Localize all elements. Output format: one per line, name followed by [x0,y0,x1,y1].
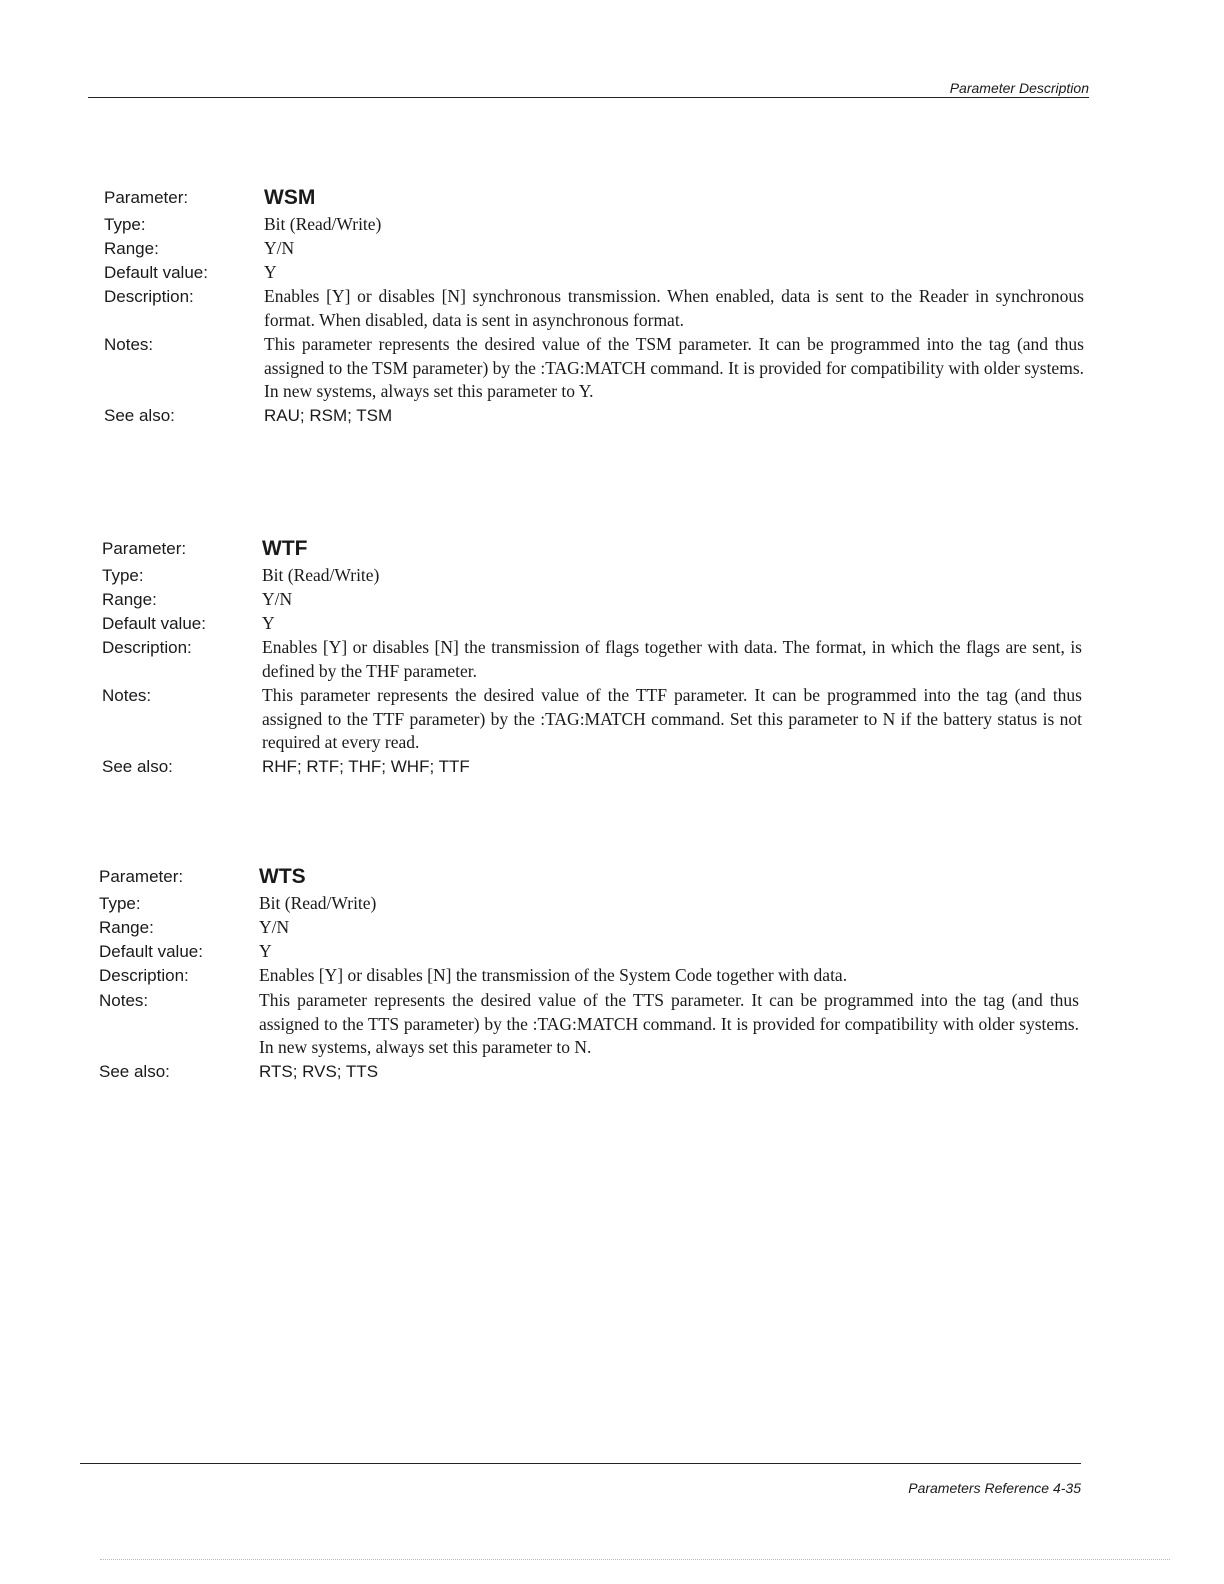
notes-label: Notes: [102,686,152,705]
description-label: Description: [99,966,189,985]
description-value: Enables [Y] or disables [N] synchronous transmission. When enabled, data is sent to the Reader in synchronous format. When disabled, data is sent in asynchronous format. [264,286,1084,330]
parameter-entry [99,863,1079,1084]
parameter-label: Parameter: [102,539,187,558]
notes-label: Notes: [104,335,154,354]
see-also-value: RHF; RTF; THF; WHF; TTF [262,756,470,776]
parameter-label: Parameter: [99,867,184,886]
range-value: Y/N [259,917,290,937]
type-label: Type: [104,215,146,234]
see-also-value: RAU; RSM; TSM [264,405,393,425]
range-label: Range: [104,239,159,258]
see-also-value: RTS; RVS; TTS [259,1061,379,1081]
page-header [88,80,1089,98]
range-label: Range: [99,918,154,937]
header-title: Parameter Description [949,80,1089,96]
description-label: Description: [104,287,194,306]
notes-value: This parameter represents the desired value of the TTF parameter. It can be programmed into the tag (and thus assigned to the TTF parameter) by the :TAG:MATCH command. Set this parameter to N if the battery status is not required at every read. [262,685,1082,752]
description-value: Enables [Y] or disables [N] the transmission of the System Code together with data. [259,965,848,985]
see-also-label: See also: [102,756,173,776]
default-label: Default value: [102,614,206,633]
type-value: Bit (Read/Write) [262,565,380,585]
default-value: Y [259,941,272,961]
type-label: Type: [102,566,144,585]
description-value: Enables [Y] or disables [N] the transmission of flags together with data. The format, in which the flags are sent, is defined by the THF parameter. [262,637,1082,681]
see-also-label: See also: [104,405,175,425]
parameter-entry [104,184,1084,428]
default-label: Default value: [104,263,208,282]
notes-label: Notes: [99,991,149,1010]
parameter-entry [102,535,1082,779]
parameter-name: WSM [264,186,316,209]
footer-text: Parameters Reference 4-35 [908,1480,1081,1496]
range-value: Y/N [264,238,295,258]
range-label: Range: [102,590,157,609]
range-value: Y/N [262,589,293,609]
parameter-label: Parameter: [104,188,189,207]
footer-rule [80,1463,1081,1464]
notes-value: This parameter represents the desired value of the TTS parameter. It can be programmed into the tag (and thus assigned to the TTS parameter) by the :TAG:MATCH command. It is provided for compatibility with older systems. In new systems, always set this parameter to N. [259,990,1079,1057]
default-value: Y [264,262,277,282]
default-value: Y [262,613,275,633]
type-value: Bit (Read/Write) [259,893,377,913]
parameter-name: WTS [259,865,306,888]
see-also-label: See also: [99,1061,170,1081]
scan-artifact-line [100,1553,1170,1560]
parameter-name: WTF [262,537,308,560]
description-label: Description: [102,638,192,657]
notes-value: This parameter represents the desired value of the TSM parameter. It can be programmed into the tag (and thus assigned to the TSM parameter) by the :TAG:MATCH command. It is provided for compatibility with older systems. In new systems, always set this parameter to Y. [264,334,1084,401]
default-label: Default value: [99,942,203,961]
type-label: Type: [99,894,141,913]
type-value: Bit (Read/Write) [264,214,382,234]
